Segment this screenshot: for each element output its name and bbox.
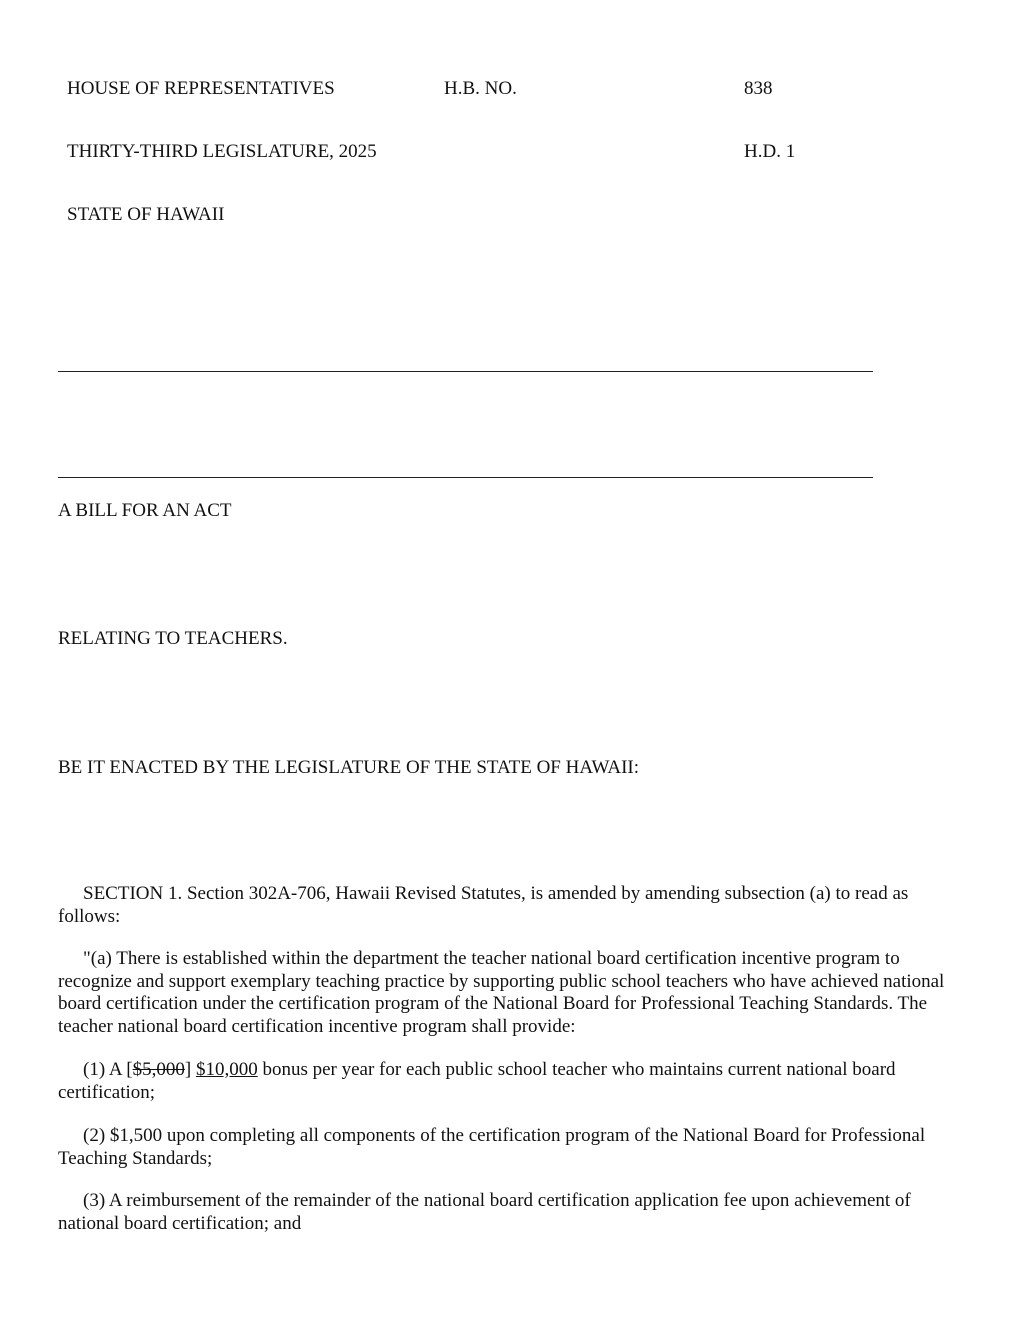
draft-number: H.D. 1 [744,141,796,162]
state-name: STATE OF HAWAII [67,204,225,225]
subsection-a-paragraph [58,948,973,1038]
item-3-text: (3) A reimbursement of the remainder of the national board certification application fee upon achievement of national board certification; and [58,1190,911,1234]
divider-top [58,371,873,372]
divider-bottom [58,477,873,478]
chamber-name: HOUSE OF REPRESENTATIVES [67,78,335,99]
item-1-bracket: ] [184,1059,196,1080]
item-3-paragraph [58,1190,973,1235]
item-2-paragraph [58,1125,973,1170]
bill-number: 838 [744,78,773,99]
item-2-text: (2) $1,500 upon completing all components of the certification program of the National Board for Professional Teaching Standards; [58,1125,926,1169]
item-1-prefix: (1) A [ [83,1059,133,1080]
item-1-paragraph [58,1059,973,1104]
section-1-text: SECTION 1. Section 302A-706, Hawaii Revised Statutes, is amended by amending subsection (a) to read as follows: [58,883,909,927]
section-1-paragraph [58,883,973,928]
legislature-session: THIRTY-THIRD LEGISLATURE, 2025 [67,141,377,162]
bill-for-act: A BILL FOR AN ACT [58,500,232,521]
item-1-rest: bonus per year for each public school teacher who maintains current national board certification; [58,1059,896,1103]
inserted-amount: $10,000 [195,1059,258,1080]
subsection-a-text: "(a) There is established within the department the teacher national board certification incentive program to recognize and support exemplary teaching practice by supporting public school teachers who have achieved national board certification under the certification program of the National Board for Professional Teaching Standards. The teacher national board certification incentive program shall provide: [58,948,945,1037]
enacting-clause: BE IT ENACTED BY THE LEGISLATURE OF THE STATE OF HAWAII: [58,757,640,778]
relating-clause: RELATING TO TEACHERS. [58,628,288,649]
bill-label: H.B. NO. [444,78,517,99]
deleted-amount: $5,000 [132,1059,185,1080]
